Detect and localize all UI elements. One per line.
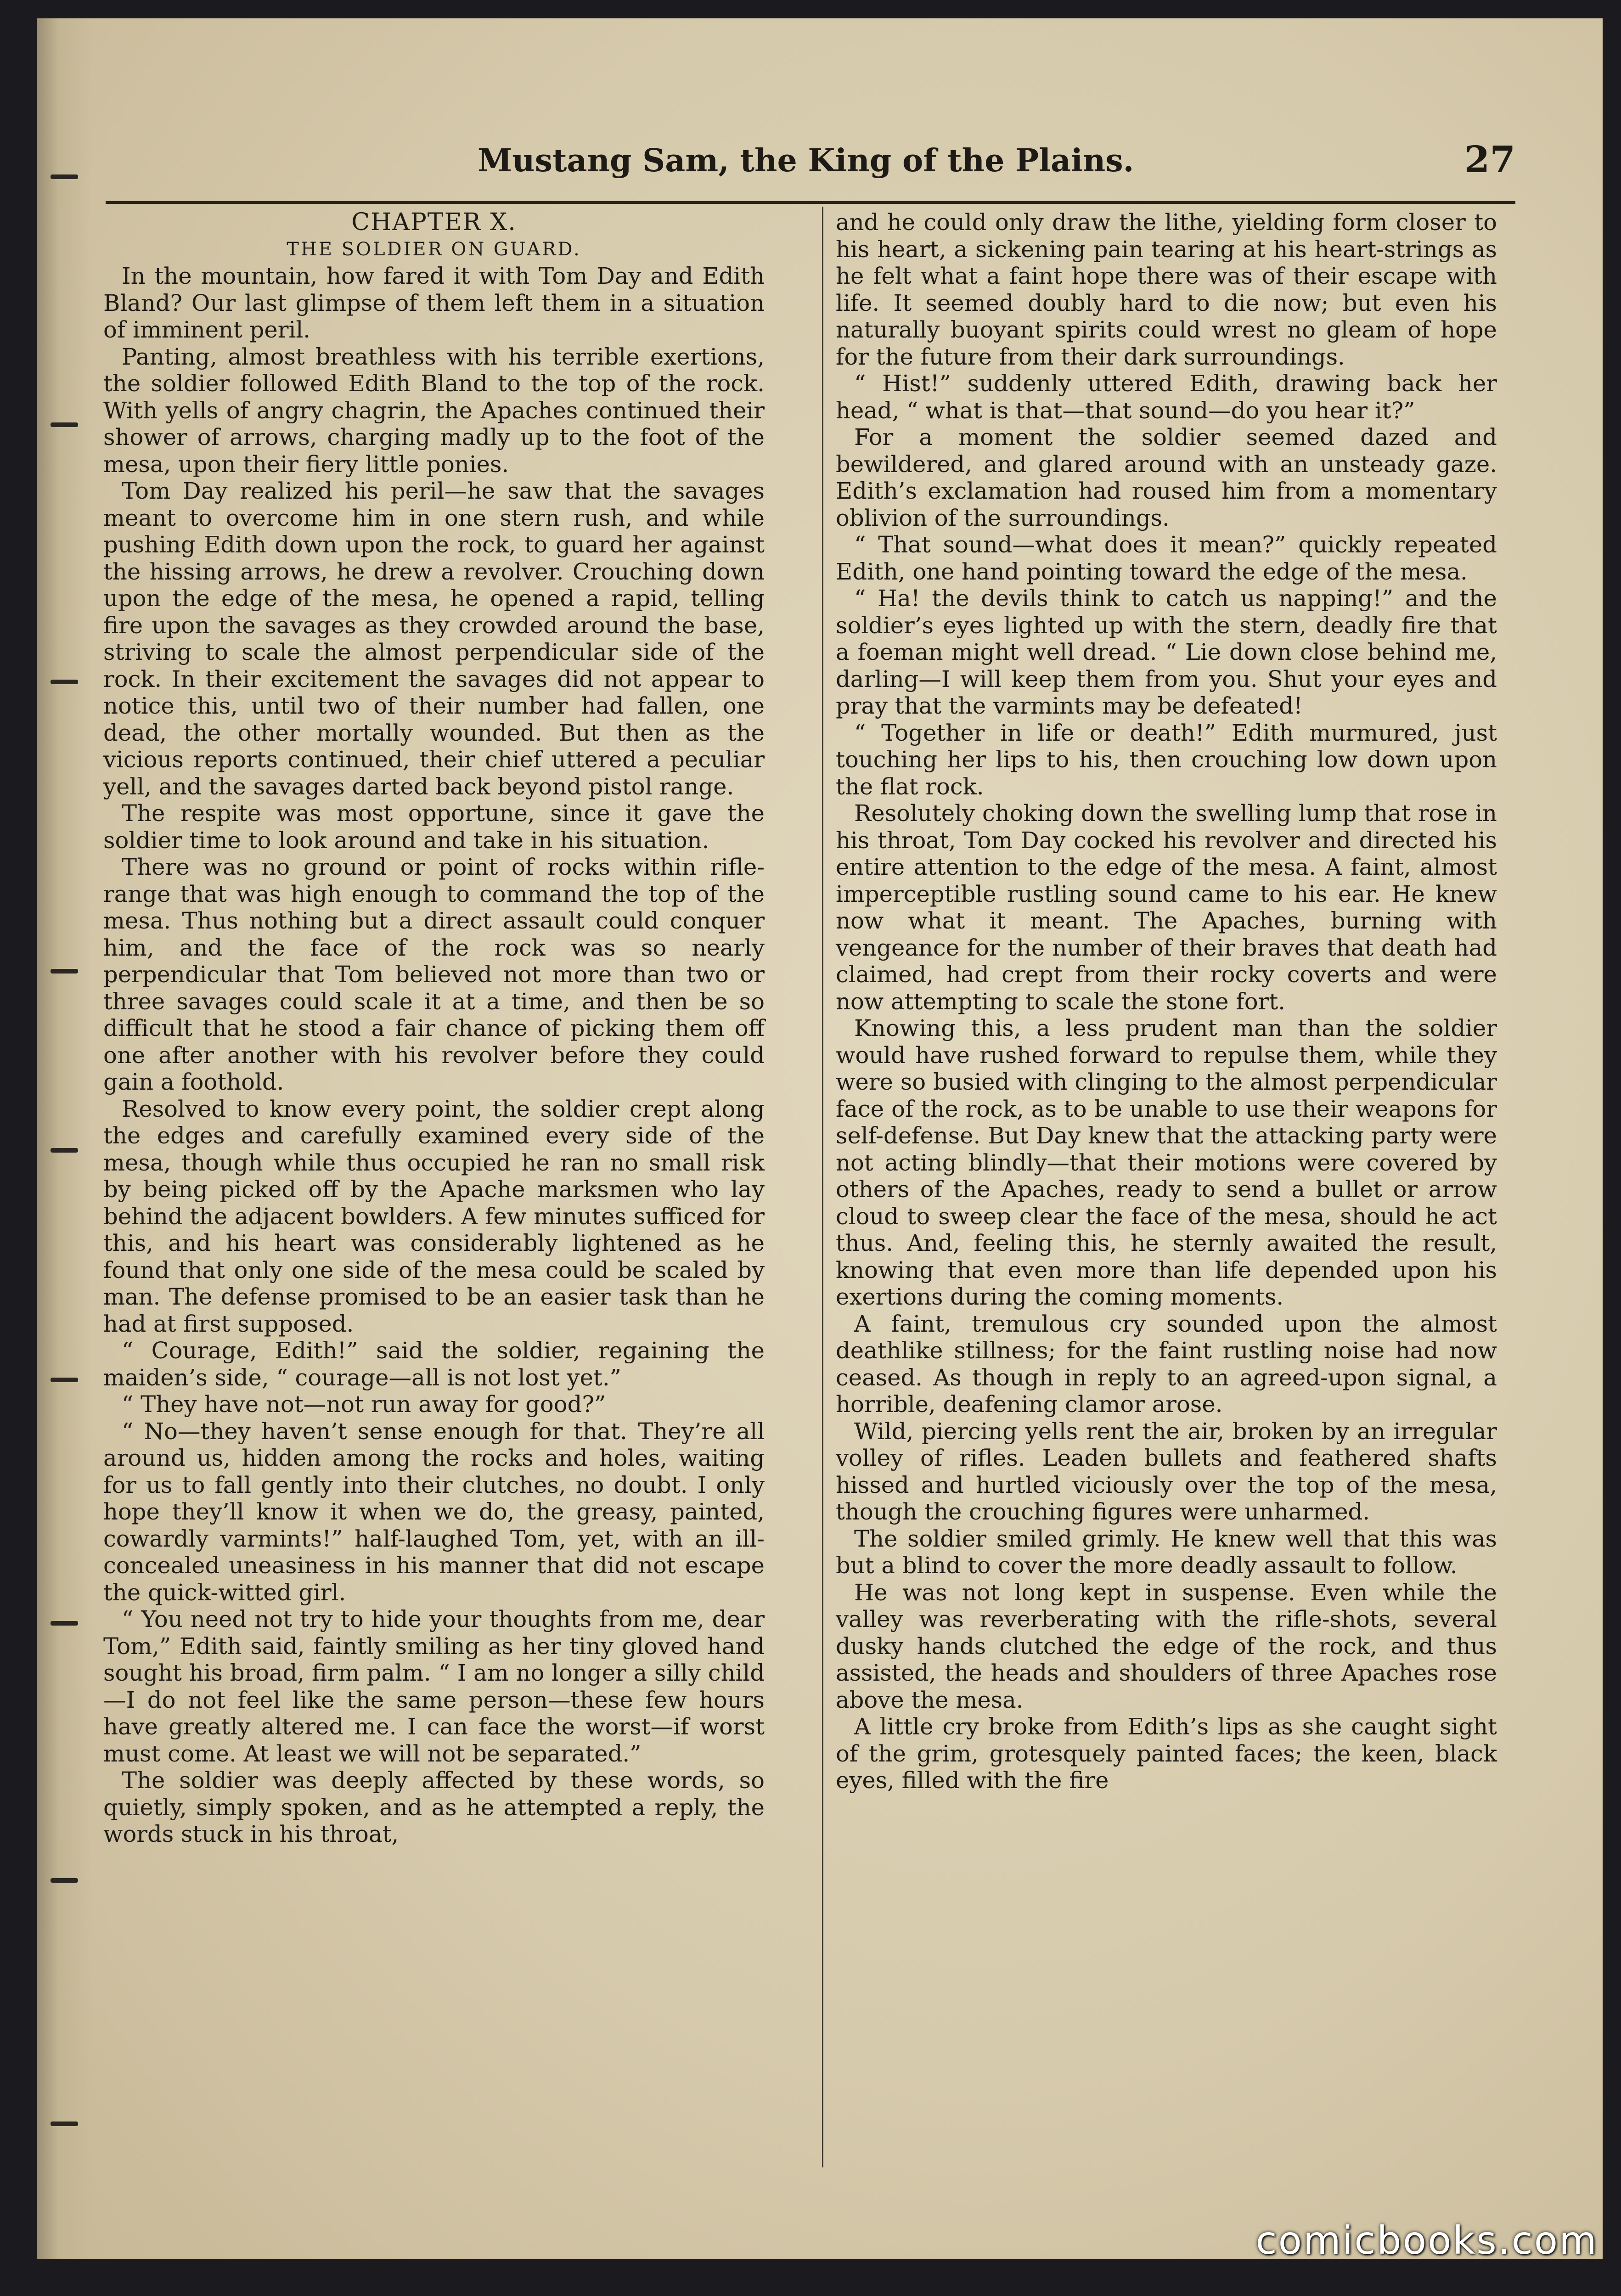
running-header [478, 138, 1515, 188]
paragraph: The soldier was deeply affected by these words, so quietly, simply spoken, and as he attempted a reply, the words stuck in his throat, [103, 1767, 765, 1847]
paragraph: Resolved to know every point, the soldier crept along the edges and carefully examined every side of the mesa, though while thus occupied he ran no small risk by being picked off by the Apache marksmen who lay behind the adjacent bowlders. A few minutes sufficed for this, and his heart was considerably lightened as he found that only one side of the mesa could be scaled by man. The defense promised to be an easier task than he had at first supposed. [103, 1095, 765, 1337]
binding-stitch [51, 2122, 78, 2126]
paragraph: “ Together in life or death!” Edith murmured, just touching her lips to his, then crouching low down upon the flat rock. [836, 719, 1497, 800]
paragraph: There was no ground or point of rocks within rifle-range that was high enough to command the top of the mesa. Thus nothing but a direct assault could conquer him, and the face of the rock was so nearly perpendicular that Tom believed not more than two or three savages could scale it at a time, and then be so difficult that he stood a fair chance of picking them off one after another with his revolver before they could gain a foothold. [103, 854, 765, 1095]
header-rule [106, 201, 1515, 204]
binding-stitch [51, 174, 78, 179]
chapter-subheading: THE SOLDIER ON GUARD. [287, 238, 581, 260]
paragraph: Resolutely choking down the swelling lump that rose in his throat, Tom Day cocked his revolver and directed his entire attention to the edge of the mesa. A faint, almost imperceptible rustling sound came to his ear. He knew now what it meant. The Apaches, burning with vengeance for the number of their braves that death had claimed, had crept from their rocky coverts and were now attempting to scale the stone fort. [836, 800, 1497, 1015]
binding-stitch [51, 1378, 78, 1382]
binding-stitch [51, 1148, 78, 1153]
paragraph: In the mountain, how fared it with Tom Day and Edith Bland? Our last glimpse of them left them in a situation of imminent peril. [103, 263, 765, 343]
binding-stitch [51, 422, 78, 427]
paragraph: Wild, piercing yells rent the air, broken by an irregular volley of rifles. Leaden bullets and feathered shafts hissed and hurtled viciously over the top of the mesa, though the crouching figures were unharmed. [836, 1418, 1497, 1525]
binding-stitch [51, 1621, 78, 1626]
paragraph: “ Hist!” suddenly uttered Edith, drawing back her head, “ what is that—that sound—do you hear it?” [836, 370, 1497, 424]
paragraph: A faint, tremulous cry sounded upon the almost deathlike stillness; for the faint rustling noise had now ceased. As though in reply to an agreed-upon signal, a horrible, deafening clamor arose. [836, 1310, 1497, 1418]
paragraph: He was not long kept in suspense. Even while the valley was reverberating with the rifle-shots, several dusky hands clutched the edge of the rock, and thus assisted, the heads and shoulders of three Apaches rose above the mesa. [836, 1579, 1497, 1713]
site-watermark: comicbooks.com [1255, 2218, 1598, 2263]
paragraph: A little cry broke from Edith’s lips as she caught sight of the grim, grotesquely painted faces; the keen, black eyes, filled with the fire [836, 1713, 1497, 1794]
paragraph: Tom Day realized his peril—he saw that the savages meant to overcome him in one stern rush, and while pushing Edith down upon the rock, to guard her against the hissing arrows, he drew a revolver. Crouching down upon the edge of the mesa, he opened a rapid, telling fire upon the savages as they crowded around the base, striving to scale the almost perpendicular side of the rock. In their excitement the savages did not appear to notice this, until two of their number had fallen, one dead, the other mortally wounded. But then as the vicious reports continued, their chief uttered a peculiar yell, and the savages darted back beyond pistol range. [103, 478, 765, 800]
binding-stitch [51, 1878, 78, 1883]
paragraph: “ That sound—what does it mean?” quickly repeated Edith, one hand pointing toward the edge of the mesa. [836, 531, 1497, 585]
paragraph: Panting, almost breathless with his terrible exertions, the soldier followed Edith Bland to the top of the rock. With yells of angry chagrin, the Apaches continued their shower of arrows, charging madly up to the foot of the mesa, upon their fiery little ponies. [103, 343, 765, 478]
paragraph: “ Courage, Edith!” said the soldier, regaining the maiden’s side, “ courage—all is not lost yet.” [103, 1337, 765, 1391]
column-divider [822, 207, 823, 2167]
paragraph: Knowing this, a less prudent man than the soldier would have rushed forward to repulse them, while they were so busied with clinging to the almost perpendicular face of the rock, as to be unable to use their weapons for self-defense. But Day knew that the attacking party were not acting blindly—that their motions were covered by others of the Apaches, ready to send a bullet or arrow cloud to sweep clear the face of the mesa, should he act thus. And, feeling this, he sternly awaited the result, knowing that even more than life depended upon his exertions during the coming moments. [836, 1015, 1497, 1310]
paragraph: “ No—they haven’t sense enough for that. They’re all around us, hidden among the rocks and holes, waiting for us to fall gently into their clutches, no doubt. I only hope they’ll know it when we do, the greasy, painted, cowardly varmints!” half-laughed Tom, yet, with an ill-concealed uneasiness in his manner that did not escape the quick-witted girl. [103, 1418, 765, 1606]
paragraph: “ You need not try to hide your thoughts from me, dear Tom,” Edith said, faintly smiling as her tiny gloved hand sought his broad, firm palm. “ I am no longer a silly child—I do not feel like the same person—these few hours have greatly altered me. I can face the worst—if worst must come. At least we will not be separated.” [103, 1606, 765, 1767]
paragraph: “ Ha! the devils think to catch us napping!” and the soldier’s eyes lighted up with the stern, deadly fire that a foeman might well dread. “ Lie down close behind me, darling—I will keep them from you. Shut your eyes and pray that the varmints may be defeated! [836, 585, 1497, 719]
left-column [103, 209, 765, 2170]
running-title: Mustang Sam, the King of the Plains. [478, 142, 1134, 179]
chapter-heading: CHAPTER X. [351, 208, 517, 236]
binding-spine [37, 18, 92, 2259]
page-number: 27 [1464, 138, 1515, 181]
paragraph: For a moment the soldier seemed dazed and bewildered, and glared around with an unsteady gaze. Edith’s exclamation had roused him from a momentary oblivion of the surroundings. [836, 424, 1497, 531]
binding-stitch [51, 969, 78, 974]
paragraph: The respite was most opportune, since it gave the soldier time to look around and take in his situation. [103, 800, 765, 854]
paragraph: and he could only draw the lithe, yielding form closer to his heart, a sickening pain tearing at his heart-strings as he felt what a faint hope there was of their escape with life. It seemed doubly hard to die now; but even his naturally buoyant spirits could wrest no gleam of hope for the future from their dark surroundings. [836, 209, 1497, 370]
right-column [836, 209, 1497, 2170]
paragraph: “ They have not—not run away for good?” [122, 1391, 606, 1418]
binding-stitch [51, 680, 78, 684]
paragraph: The soldier smiled grimly. He knew well that this was but a blind to cover the more deadly assault to follow. [836, 1525, 1497, 1579]
